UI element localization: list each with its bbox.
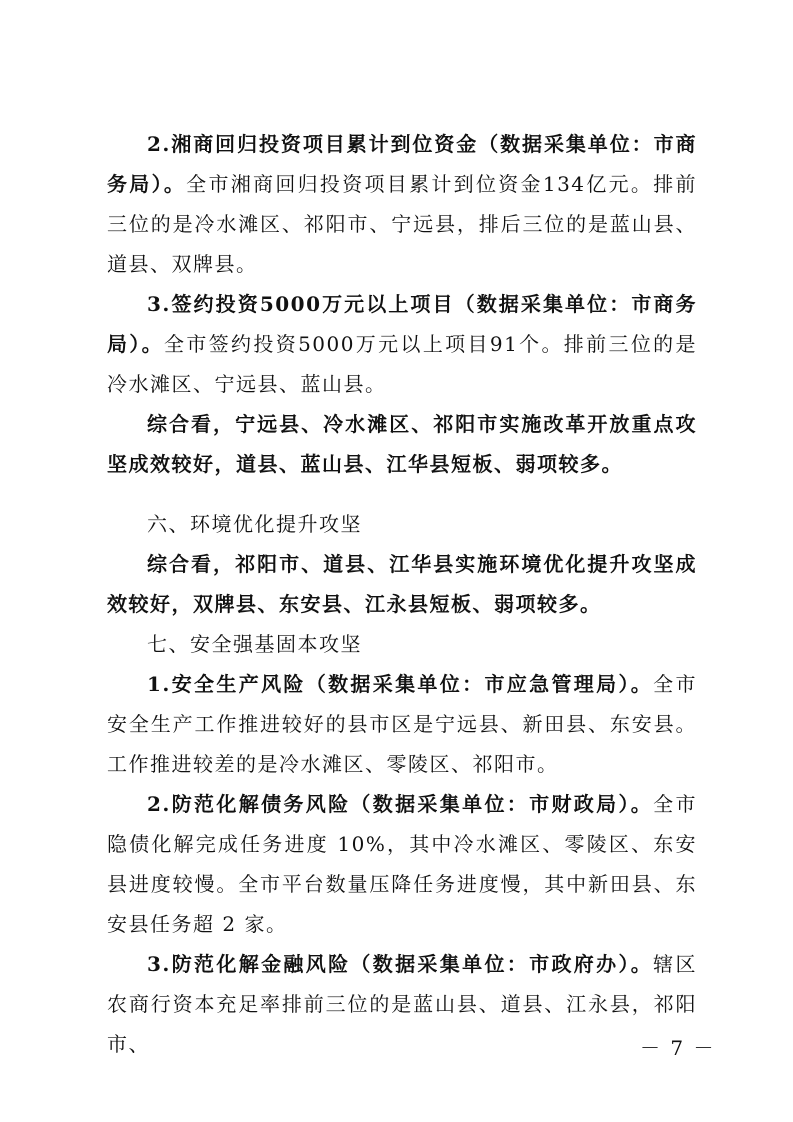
paragraph-body: 辖区农商行资本充足率排前三位的是蓝山县、道县、江永县，祁阳市、 [107,952,697,1056]
paragraph-reform-summary: 综合看，宁远县、冷水滩区、祁阳市实施改革开放重点攻坚成效较好，道县、蓝山县、江华县短板、弱项较多。 [107,412,697,476]
paragraph-body: 全市签约投资5000万元以上项目91个。排前三位的是冷水滩区、宁远县、蓝山县。 [107,332,698,396]
page-number: － 7 － [640,1036,716,1060]
paragraph-investment-funds [107,124,697,284]
paragraph-debt-risk [107,784,697,944]
paragraph-body: 全市安全生产工作推进较好的县市区是宁远县、新田县、东安县。工作推进较差的是冷水滩区、零陵区、祁阳市。 [107,672,697,776]
paragraph-body: 全市隐债化解完成任务进度 10%，其中冷水滩区、零陵区、东安县进度较慢。全市平台数量压降任务进度慢，其中新田县、东安县任务超 2 家。 [107,792,697,936]
paragraph-environment-summary: 综合看，祁阳市、道县、江华县实施环境优化提升攻坚成效较好，双牌县、东安县、江永县短板、弱项较多。 [107,552,697,616]
paragraph-lead: 3.防范化解金融风险（数据采集单位：市政府办）。 [147,952,654,976]
paragraph-production-safety [107,664,697,784]
section-heading-safety: 七、安全强基固本攻坚 [147,632,362,656]
paragraph-lead: 1.安全生产风险（数据采集单位：市应急管理局）。 [147,672,654,696]
paragraph-body: 全市湘商回归投资项目累计到位资金134亿元。排前三位的是冷水滩区、祁阳市、宁远县，排后三位的是蓝山县、道县、双牌县。 [107,172,697,276]
paragraph-lead: 3.签约投资5000万元以上项目（数据采集单位：市商务局）。 [107,292,697,356]
paragraph-financial-risk [107,944,697,1064]
paragraph-signed-projects [107,284,697,404]
paragraph-lead: 2.防范化解债务风险（数据采集单位：市财政局）。 [147,792,654,816]
section-heading-environment: 六、环境优化提升攻坚 [147,512,362,536]
paragraph-lead: 2.湘商回归投资项目累计到位资金（数据采集单位：市商务局）。 [107,132,697,196]
